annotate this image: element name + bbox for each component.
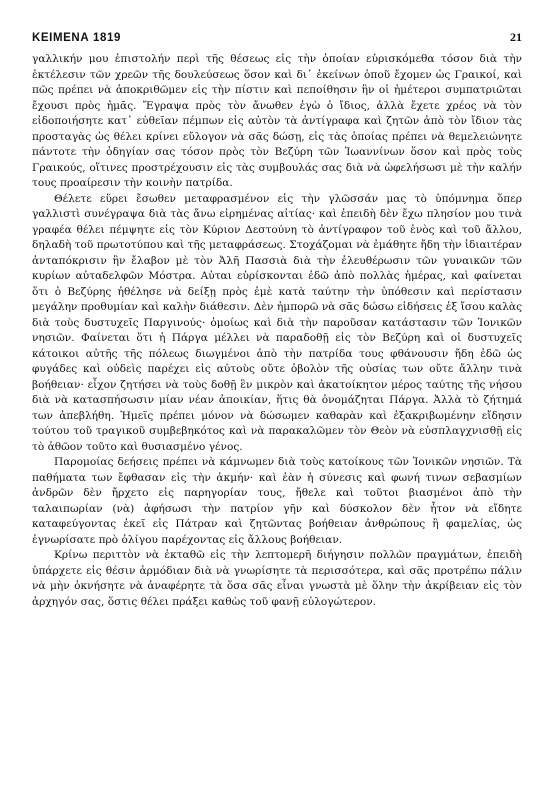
paragraph-2: Θέλετε εὕρει ἔσωθεν μεταφρασμένον εἰς τὴν γλῶσσάν μας τὸ ὑπόμνημα ὅπερ γαλλιστὶ συνέγραψα διὰ τὰς ἄνω εἰρημένας αἰτίας· καὶ ἐπειδὴ δὲν ἔχω πλησίον μου τινὰ γραφέα θέλει πέμψητε εἰς τὸν Κύριον Δεστούνη τὸ ἀντίγραφον τοῦ ἑνὸς καὶ τοῦ ἄλλου, δηλαδὴ τοῦ πρωτοτύπου καὶ τῆς μεταφράσεως. Στοχάζομαι νὰ ἐμάθητε ἤδη τὴν ἰδιαιτέραν ἀνταπόκρισιν ἣν ἔλαβον μὲ τὸν Ἀλῆ Πασσιὰ διὰ τὴν ἐλευθέρωσιν τῶν γυναικῶν τῶν κυρίων αὐταδελφῶν Μόστρα. Αὐται εὑρίσκονται ἐδῶ ἀπὸ πολλὰς ἡμέρας, καὶ φαίνεται ὅτι ὁ Βεζύρης ἠθέλησε νὰ δείξῃ πρὸς ἐμὲ κατὰ ταύτην τὴν ὑπόθεσιν καὶ περίστασιν μεγάλην προθυμίαν καὶ καλὴν διάθεσιν. Δὲν ἠμπορῶ νὰ σᾶς δώσω εἰδήσεις ἐξ ἴσου καλὰς διὰ τοὺς δυστυχεῖς Παργινούς· ὁμοίως καὶ διὰ τὴν παροῦσαν κατάστασιν τῶν Ἰονικῶν νησιῶν. Φαίνεται ὅτι ἡ Πάργα μέλλει νὰ παραδοθῇ εἰς τὸν Βεζύρη καὶ οἱ δυστυχεῖς κάτοικοι αὐτῆς τῆς πόλεως διωγμένοι ἀπὸ τὴν πατρίδα τους φθάνουσιν ἤδη ἐδῶ ὡς φυγάδες καὶ οὐδεὶς παρέχει εἰς αὐτοὺς οὔτε ὀβολὸν τῆς οὐσίας των οὔτε ἄλλην τινὰ βοήθειαν· εἶχον ζητήσει νὰ τοὺς δοθῇ ἓν μικρὸν καὶ ἀκατοίκητον μέρος ταύτης τῆς νήσου διὰ νὰ κατασπήσωσιν μίαν νέαν ἀποικίαν, ἥτις θὰ ὀνομάζηται Πάργα. Ἀλλὰ τὸ ζήτημά των ἀπεβλήθη. Ἡμεῖς πρέπει μόνον νὰ δώσωμεν καθαρὰν καὶ ἐξακριβωμένην εἴδησιν τούτου τοῦ τραγικοῦ συμβεβηκότος καὶ νὰ παρακαλῶμεν τὸν Θεὸν νὰ εὐσπλαγχνισθῇ εἰς τὸ ἀθῶον τοῦτο καὶ θυσιασμένο γένος.: [32, 192, 522, 453]
body-text: [32, 52, 522, 610]
paragraph-3: Παρομοίας δεήσεις πρέπει νὰ κάμνωμεν διὰ τοὺς κατοίκους τῶν Ἰονικῶν νησιῶν. Τὰ παθήματα των ἔφθασαν εἰς τὴν ἀκμήν· καὶ ἐὰν ἡ σύνεσις καὶ φωνή τινων σεβασμίων ἀνδρῶν δὲν ἤρχετο εἰς παρηγορίαν τους, ἤθελε καὶ τοῦτοι βιασμένοι ἀπὸ τὴν ταλαιπωρίαν (νὰ) ἀφήσωσι τὴν πατρίον γῆν καὶ δύσκολον δὲν ἦτον νὰ εἴδητε καταφεύγοντας ἐκεῖ εἰς Πάτραν καὶ ζητῶντας βοήθειαν ἀνθρώπους ἢ φαμελίας, ὡς ἐγνωρίσατε πρὸ ὀλίγου παρέχοντας εἰς ἄλλους βοήθειαν.: [32, 456, 522, 546]
running-title: ΚΕΙΜΕΝΑ 1819: [32, 32, 122, 44]
running-header: [32, 30, 522, 52]
page-number: 21: [510, 30, 522, 44]
paragraph-4: Κρίνω περιττὸν νὰ ἐκταθῶ εἰς τὴν λεπτομερῆ διήγησιν πολλῶν πραγμάτων, ἐπειδὴ ὑπάρχετε εἰς θέσιν ἁρμόδιαν διὰ νὰ γνωρίσητε τὰ περισσότερα, καὶ σᾶς προτρέπω πάλιν νὰ μὴν ὀκνήσητε νὰ ἀναφέρητε τὰ ὅσα σᾶς εἶναι γνωστὰ μὲ ὅλην τὴν ἀκρίβειαν εἰς τὸν ἀρχηγόν σας, ὅστις θέλει πράξει καθὼς τοῦ φανῇ εὐλογώτερον.: [32, 549, 522, 608]
document-page: [32, 30, 522, 610]
paragraph-1: γαλλικήν μου ἐπιστολήν περὶ τῆς θέσεως εἰς τὴν ὁποίαν εὑρισκόμεθα τόσον διὰ τὴν ἐκτέλεσιν τῶν χρεῶν τῆς δουλεύσεως ὅσον καὶ δι᾽ ἐκείνων ὁποῦ ἔχομεν ὡς Γραικοί, καὶ πῶς πρέπει νὰ ἀποκριθῶμεν εἰς τὴν πίστιν καὶ πεποίθησιν ἣν οἱ ἡμέτεροι συμπατριῶται ἔχουσι πρὸς ἡμᾶς. Ἔγραψα πρὸς τὸν ἄνωθεν ἐγὼ ὁ ἴδιος, ἀλλὰ ἔχετε χρέος νὰ τὸν εἰδοποιήσητε κατ᾽ εὐθεῖαν πέμπων εἰς αὐτὸν τὰ ἀντίγραφα καὶ ζητῶν ἀπὸ τὸν ἴδιον τὰς προσταγὰς ὡς θέλει κρίνει εὔλογον νὰ σᾶς δώσῃ, εἰς τὰς ὁποίας πρέπει νὰ θεμελειώνητε πάντοτε τὴν ὁδηγίαν σας τόσον πρὸς τὸν Βεζύρη τῶν Ἰωαννίνων ὅσον καὶ πρὸς τοὺς Γραικούς, οἵτινες προστρέχουσιν εἰς τὰς συμβουλάς σας διὰ νὰ ὠφελήσωσι μὲ τὴν καλήν τους προαίρεσιν τὴν κοινὴν πατρίδα.: [32, 53, 522, 189]
